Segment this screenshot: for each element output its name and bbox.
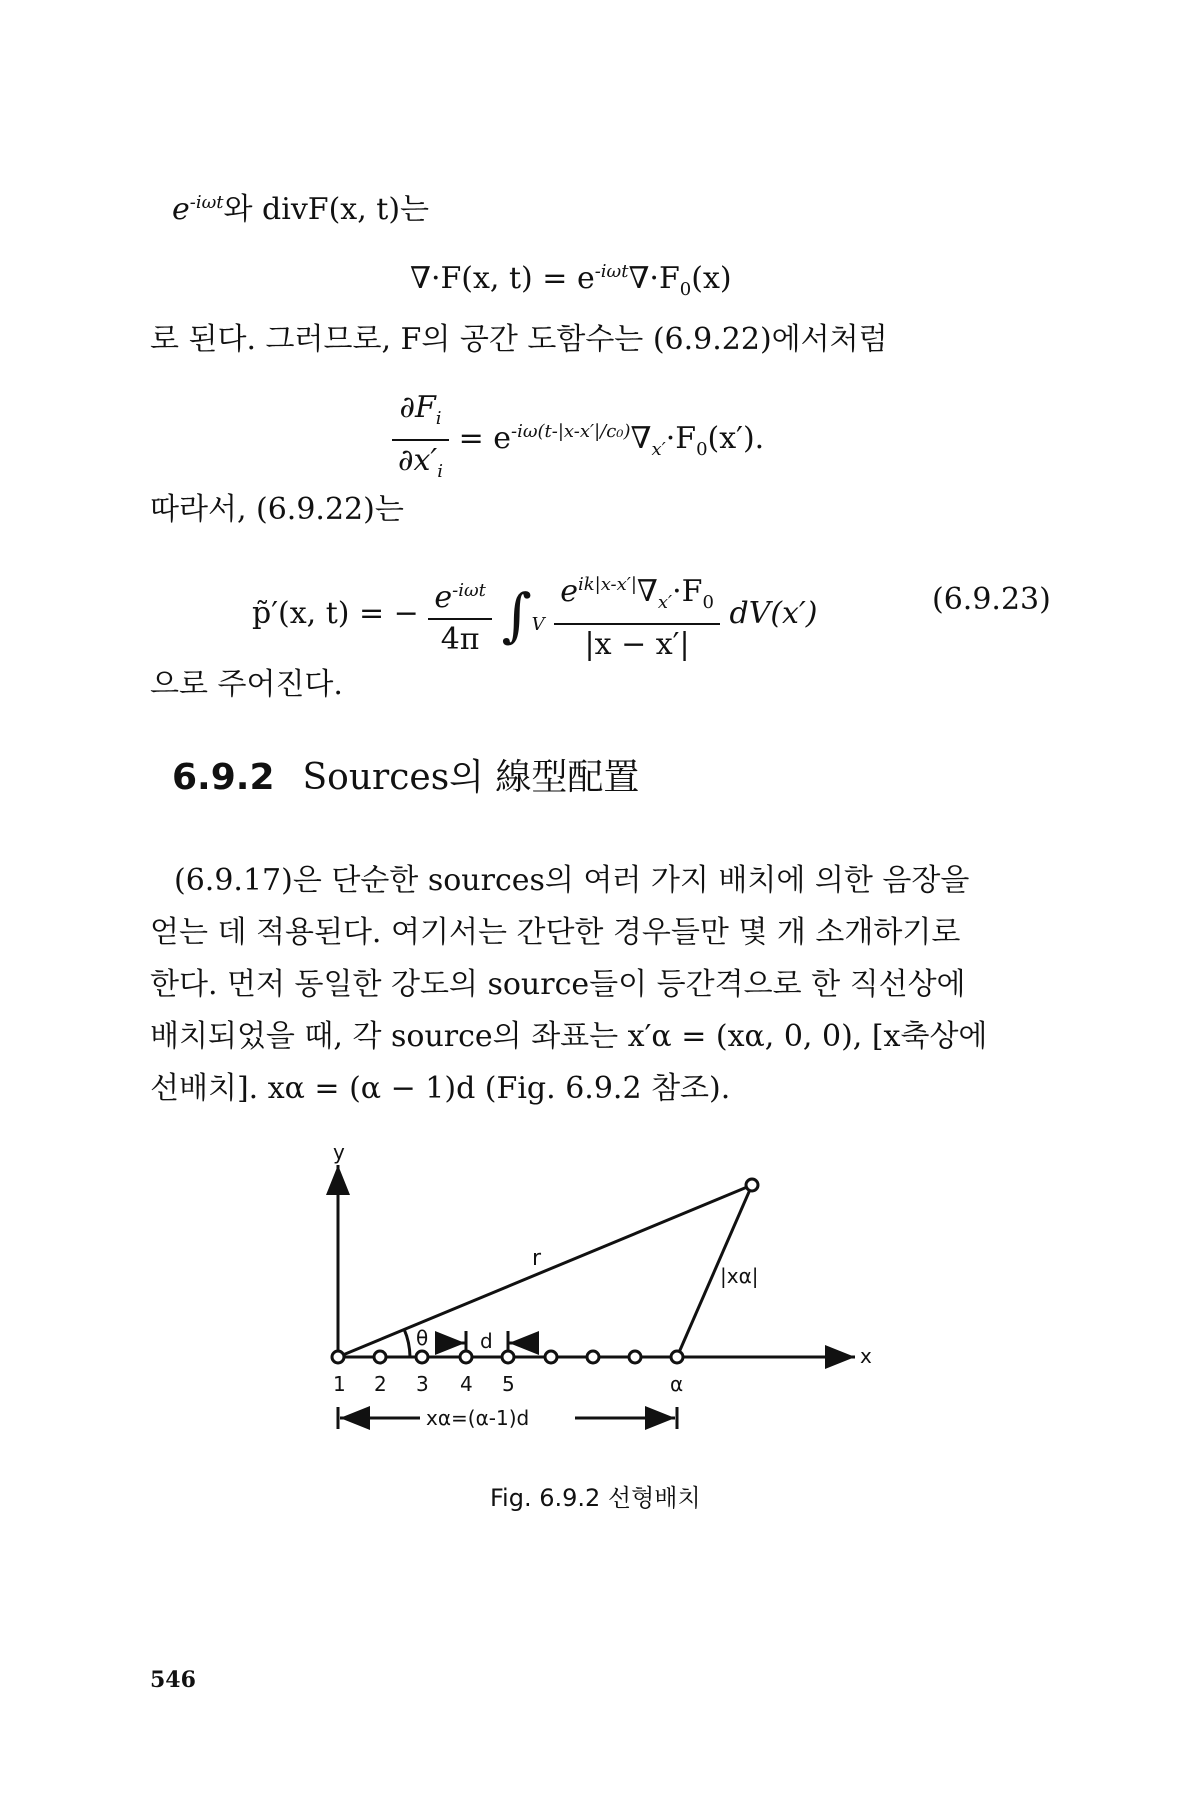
text-line-1: $e^{-i\omega t}$와 divF(x, t)는 xyxy=(172,192,430,227)
y-axis-label: y xyxy=(333,1145,345,1164)
para-line: 배치되었을 때, 각 source의 좌표는 x′α = (xα, 0, 0), [x축상에 xyxy=(150,1019,988,1054)
text-line-2: 로 된다. 그러므로, F의 공간 도함수는 (6.9.22)에서처럼 xyxy=(150,322,888,357)
equation-6-9-23: p̃′(x, t) = − $\frac{e^{-i\omega t}}{4\pi}$ $\int_V$ $\frac{e^{ik|x-x'|}\nabla_{x'}\cdot F_0}{|x - x'|}$ dV(x′) xyxy=(252,565,818,665)
equation-1: ∇·F(x, $t) = e^{-i\omega t}\nabla\cdot F_0(x)$ xyxy=(410,261,732,300)
source-4 xyxy=(460,1351,472,1363)
para-line: 한다. 먼저 동일한 강도의 source들이 등간격으로 한 직선상에 xyxy=(150,967,966,1002)
section-heading xyxy=(172,758,639,798)
d-label: d xyxy=(480,1329,493,1353)
tick-label: 1 xyxy=(333,1372,346,1396)
source-alpha xyxy=(671,1351,683,1363)
sources-row xyxy=(332,1351,683,1363)
source-1 xyxy=(332,1351,344,1363)
source-2 xyxy=(374,1351,386,1363)
tick-label: α xyxy=(670,1372,684,1396)
text-line-4: 으로 주어진다. xyxy=(150,667,343,702)
source-8 xyxy=(629,1351,641,1363)
figure-caption: Fig. 6.9.2 선형배치 xyxy=(490,1484,701,1512)
theta-label: θ xyxy=(416,1326,429,1350)
tick-label: 3 xyxy=(416,1372,429,1396)
para-line: (6.9.17)은 단순한 sources의 여러 가지 배치에 의한 음장을 xyxy=(174,863,970,898)
theta-arc xyxy=(404,1329,410,1357)
source-6 xyxy=(545,1351,557,1363)
r-line xyxy=(338,1185,752,1357)
text-line-3: 따라서, (6.9.22)는 xyxy=(150,492,404,527)
field-point xyxy=(746,1179,758,1191)
source-7 xyxy=(587,1351,599,1363)
section-number: 6.9.2 xyxy=(172,757,275,798)
fraction-partial: $\frac{\partial F_i}{\partial x'_i}$ xyxy=(392,388,449,492)
tick-label: 4 xyxy=(460,1372,473,1396)
fraction-integrand: $\frac{e^{ik|x-x'|}\nabla_{x'}\cdot F_0}{|x - x'|}$ xyxy=(554,565,720,665)
r-label: r xyxy=(532,1246,542,1271)
page-number: 546 xyxy=(150,1667,196,1693)
tick-label: 5 xyxy=(502,1372,515,1396)
source-3 xyxy=(416,1351,428,1363)
equation-2: $\frac{\partial F_i}{\partial x'_i}$ = $e^{-i\omega(t-|x-x'|/c_0)}\nabla_{x'}\cdot F_0(x')$. xyxy=(392,388,764,492)
x-axis-label: x xyxy=(860,1344,872,1368)
source-5 xyxy=(502,1351,514,1363)
figure-linear-array xyxy=(300,1145,900,1455)
para-line: 선배치]. xα = (α − 1)d (Fig. 6.9.2 참조). xyxy=(150,1071,731,1106)
para-line: 얻는 데 적용된다. 여기서는 간단한 경우들만 몇 개 소개하기로 xyxy=(150,915,961,950)
tick-label: 2 xyxy=(374,1372,387,1396)
exp: -iωt xyxy=(189,192,224,213)
span-label: xα=(α-1)d xyxy=(426,1406,530,1430)
equation-label: (6.9.23) xyxy=(932,582,1051,617)
section-title: Sources의 線型配置 xyxy=(302,757,640,798)
body-paragraph xyxy=(150,855,1070,1115)
integral-sign: ∫ xyxy=(501,581,532,649)
fraction-e-over-4pi: $\frac{e^{-i\omega t}}{4\pi}$ xyxy=(428,571,492,660)
xa-abs-label: |xα| xyxy=(720,1264,759,1288)
